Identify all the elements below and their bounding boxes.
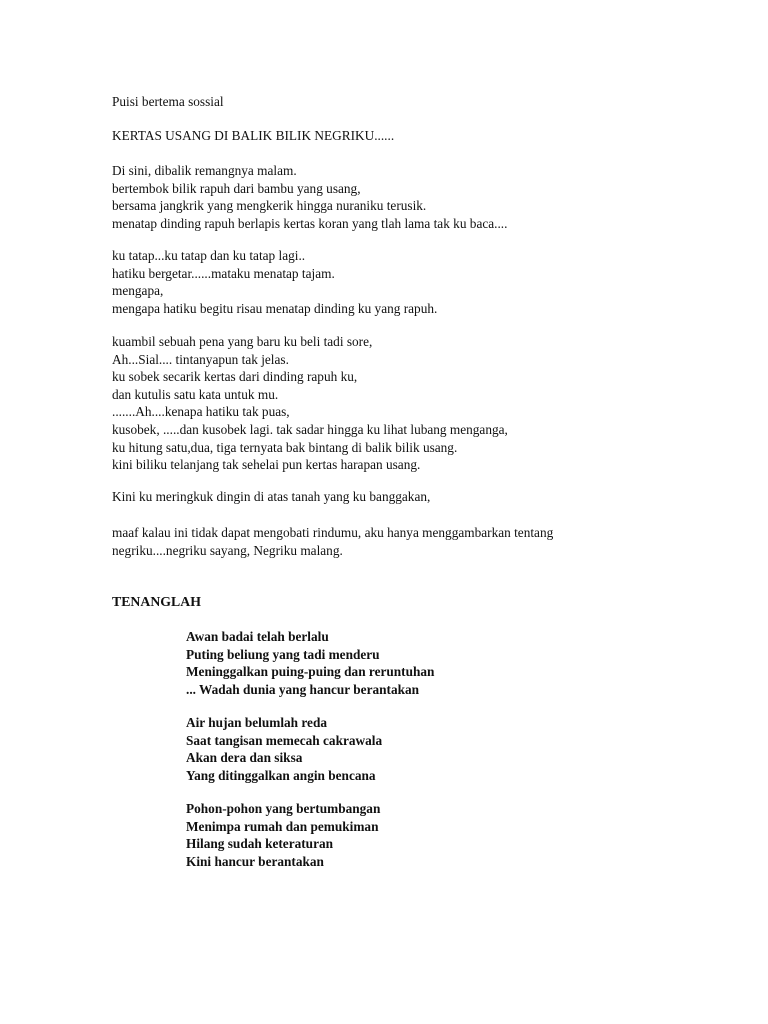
poem2-stanza-1 <box>186 628 434 698</box>
poem-line: Awan badai telah berlalu <box>186 629 329 644</box>
poem-line: kusobek, .....dan kusobek lagi. tak sadar hingga ku lihat lubang menganga, <box>112 421 508 437</box>
poem-line: hatiku bergetar......mataku menatap tajam. <box>112 265 335 281</box>
poem-line: Meninggalkan puing-puing dan reruntuhan <box>186 664 435 680</box>
poem-line: bertembok bilik rapuh dari bambu yang usang, <box>112 180 361 196</box>
poem-line: Di sini, dibalik remangnya malam. <box>112 163 297 178</box>
poem-line: Air hujan belumlah reda <box>186 715 328 730</box>
poem-line: ku hitung satu,dua, tiga ternyata bak bintang di balik bilik usang. <box>112 439 458 455</box>
poem-line: dan kutulis satu kata untuk mu. <box>112 386 279 402</box>
poem-line: ... Wadah dunia yang hancur berantakan <box>186 681 420 697</box>
poem-line: mengapa, <box>112 283 164 299</box>
poem1-title: KERTAS USANG DI BALIK BILIK NEGRIKU...... <box>112 128 395 143</box>
poem-line: maaf kalau ini tidak dapat mengobati rindumu, aku hanya menggambarkan tentang <box>112 525 554 540</box>
poem-line: Kini hancur berantakan <box>186 853 324 869</box>
poem-line: Pohon-pohon yang bertumbangan <box>186 801 381 816</box>
poem2-stanza-3 <box>186 800 380 870</box>
poem-line: Hilang sudah keteraturan <box>186 836 334 852</box>
poem-line: ku tatap...ku tatap dan ku tatap lagi.. <box>112 248 306 263</box>
poem-line: kini biliku telanjang tak sehelai pun kertas harapan usang. <box>112 457 421 473</box>
poem1-stanza-4 <box>112 488 430 506</box>
poem-line: Saat tangisan memecah cakrawala <box>186 732 383 748</box>
poem-line: ku sobek secarik kertas dari dinding rapuh ku, <box>112 369 358 385</box>
poem-line: mengapa hatiku begitu risau menatap dinding ku yang rapuh. <box>112 300 438 316</box>
poem1-stanza-1 <box>112 162 507 232</box>
poem-line: bersama jangkrik yang mengkerik hingga nuraniku terusik. <box>112 198 427 214</box>
poem1-stanza-5 <box>112 524 553 559</box>
poem1-stanza-3 <box>112 333 508 474</box>
poem-line: Ah...Sial.... tintanyapun tak jelas. <box>112 351 289 367</box>
poem-line: .......Ah....kenapa hatiku tak puas, <box>112 404 290 420</box>
poem-line: Menimpa rumah dan pemukiman <box>186 818 379 834</box>
poem1-stanza-2 <box>112 247 437 317</box>
document-heading: Puisi bertema sossial <box>112 94 224 109</box>
poem-line: kuambil sebuah pena yang baru ku beli tadi sore, <box>112 334 373 349</box>
poem-line: Puting beliung yang tadi menderu <box>186 646 380 662</box>
poem-line: menatap dinding rapuh berlapis kertas koran yang tlah lama tak ku baca.... <box>112 215 508 231</box>
poem-line: Akan dera dan siksa <box>186 750 303 766</box>
poem-line: negriku....negriku sayang, Negriku malang. <box>112 542 343 558</box>
poem-line: Yang ditinggalkan angin bencana <box>186 767 376 783</box>
poem2-stanza-2 <box>186 714 382 784</box>
poem-line: Kini ku meringkuk dingin di atas tanah yang ku banggakan, <box>112 489 431 504</box>
poem2-title: TENANGLAH <box>112 594 201 609</box>
